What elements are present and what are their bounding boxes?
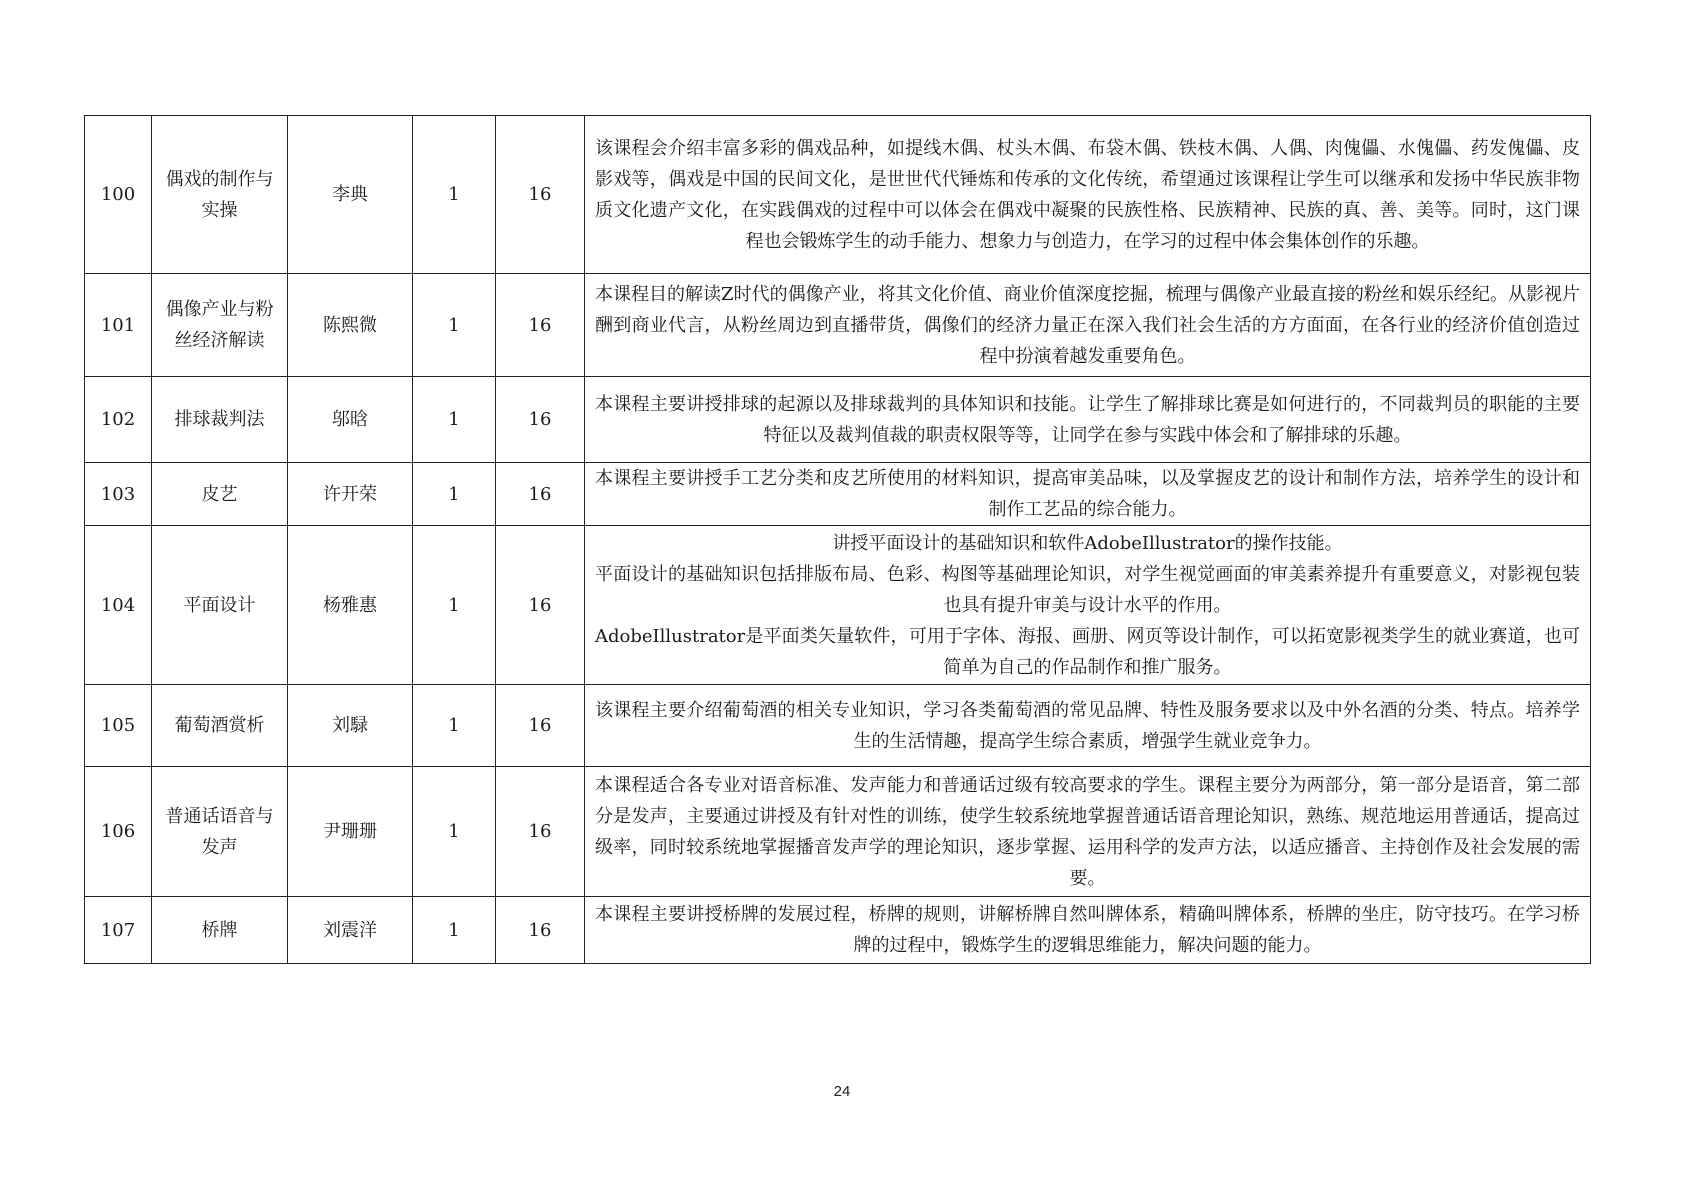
course-description-cell bbox=[585, 377, 1591, 463]
table-row bbox=[85, 377, 1591, 463]
teacher-cell: 刘震洋 bbox=[288, 897, 413, 964]
course-description-cell bbox=[585, 463, 1591, 526]
course-description-cell bbox=[585, 274, 1591, 377]
table-row bbox=[85, 526, 1591, 685]
hours-cell: 16 bbox=[496, 897, 585, 964]
course-table-body bbox=[85, 116, 1591, 964]
description-paragraph: 本课程主要讲授手工艺分类和皮艺所使用的材料知识，提高审美品味，以及掌握皮艺的设计和制作方法，培养学生的设计和制作工艺品的综合能力。 bbox=[595, 468, 1580, 520]
course-number-cell: 101 bbox=[85, 274, 152, 377]
hours-cell: 16 bbox=[496, 274, 585, 377]
description-paragraph: 讲授平面设计的基础知识和软件AdobeIllustrator的操作技能。 bbox=[832, 532, 1343, 554]
course-name-cell: 排球裁判法 bbox=[152, 377, 288, 463]
credit-cell: 1 bbox=[413, 116, 496, 274]
course-number-cell: 105 bbox=[85, 685, 152, 767]
description-paragraph: 该课程会介绍丰富多彩的偶戏品种，如提线木偶、杖头木偶、布袋木偶、铁枝木偶、人偶、肉傀儡、水傀儡、药发傀儡、皮影戏等，偶戏是中国的民间文化，是世世代代锤炼和传承的文化传统，希望通过该课程让学生可以继承和发扬中华民族非物质文化遗产文化，在实践偶戏的过程中可以体会在偶戏中凝聚的民族性格、民族精神、民族的真、善、美等。同时，这门课程也会锻炼学生的动手能力、想象力与创造力，在学习的过程中体会集体创作的乐趣。 bbox=[595, 137, 1580, 252]
course-number-cell: 102 bbox=[85, 377, 152, 463]
course-name-cell: 皮艺 bbox=[152, 463, 288, 526]
course-name-cell: 普通话语音与发声 bbox=[152, 767, 288, 897]
teacher-cell: 尹珊珊 bbox=[288, 767, 413, 897]
teacher-cell: 刘騄 bbox=[288, 685, 413, 767]
credit-cell: 1 bbox=[413, 897, 496, 964]
hours-cell: 16 bbox=[496, 377, 585, 463]
course-description-cell bbox=[585, 897, 1591, 964]
credit-cell: 1 bbox=[413, 377, 496, 463]
course-description-cell bbox=[585, 116, 1591, 274]
table-row bbox=[85, 116, 1591, 274]
hours-cell: 16 bbox=[496, 767, 585, 897]
course-description-cell bbox=[585, 685, 1591, 767]
course-description-cell bbox=[585, 767, 1591, 897]
table-row bbox=[85, 685, 1591, 767]
table-row bbox=[85, 897, 1591, 964]
description-paragraph: 本课程主要讲授排球的起源以及排球裁判的具体知识和技能。让学生了解排球比赛是如何进行的，不同裁判员的职能的主要特征以及裁判值裁的职责权限等等，让同学在参与实践中体会和了解排球的乐趣。 bbox=[595, 393, 1580, 446]
course-name-cell: 桥牌 bbox=[152, 897, 288, 964]
course-description-cell bbox=[585, 526, 1591, 685]
course-table bbox=[84, 115, 1591, 964]
hours-cell: 16 bbox=[496, 463, 585, 526]
description-paragraph: 平面设计的基础知识包括排版布局、色彩、构图等基础理论知识，对学生视觉画面的审美素养提升有重要意义，对影视包装也具有提升审美与设计水平的作用。 bbox=[595, 563, 1580, 616]
description-paragraph: 本课程主要讲授桥牌的发展过程，桥牌的规则，讲解桥牌自然叫牌体系，精确叫牌体系，桥牌的坐庄，防守技巧。在学习桥牌的过程中，锻炼学生的逻辑思维能力，解决问题的能力。 bbox=[595, 904, 1580, 956]
page-number: 24 bbox=[833, 1083, 851, 1100]
table-row bbox=[85, 274, 1591, 377]
course-number-cell: 106 bbox=[85, 767, 152, 897]
description-paragraph: AdobeIllustrator是平面类矢量软件，可用于字体、海报、画册、网页等设计制作，可以拓宽影视类学生的就业赛道，也可简单为自己的作品制作和推广服务。 bbox=[595, 625, 1580, 678]
teacher-cell: 李典 bbox=[288, 116, 413, 274]
credit-cell: 1 bbox=[413, 274, 496, 377]
course-name-cell: 平面设计 bbox=[152, 526, 288, 685]
hours-cell: 16 bbox=[496, 685, 585, 767]
hours-cell: 16 bbox=[496, 526, 585, 685]
credit-cell: 1 bbox=[413, 463, 496, 526]
credit-cell: 1 bbox=[413, 767, 496, 897]
teacher-cell: 杨雅惠 bbox=[288, 526, 413, 685]
description-paragraph: 本课程目的解读Z时代的偶像产业，将其文化价值、商业价值深度挖掘，梳理与偶像产业最直接的粉丝和娱乐经纪。从影视片酬到商业代言，从粉丝周边到直播带货，偶像们的经济力量正在深入我们社会生活的方方面面，在各行业的经济价值创造过程中扮演着越发重要角色。 bbox=[595, 283, 1580, 367]
description-paragraph: 本课程适合各专业对语音标准、发声能力和普通话过级有较高要求的学生。课程主要分为两部分，第一部分是语音，第二部分是发声，主要通过讲授及有针对性的训练，使学生较系统地掌握普通话语音理论知识，熟练、规范地运用普通话，提高过级率，同时较系统地掌握播音发声学的理论知识，逐步掌握、运用科学的发声方法，以适应播音、主持创作及社会发展的需要。 bbox=[595, 774, 1580, 889]
hours-cell: 16 bbox=[496, 116, 585, 274]
course-number-cell: 104 bbox=[85, 526, 152, 685]
teacher-cell: 陈熙微 bbox=[288, 274, 413, 377]
course-number-cell: 107 bbox=[85, 897, 152, 964]
description-paragraph: 该课程主要介绍葡萄酒的相关专业知识，学习各类葡萄酒的常见品牌、特性及服务要求以及中外名酒的分类、特点。培养学生的生活情趣，提高学生综合素质，增强学生就业竞争力。 bbox=[595, 699, 1580, 752]
table-row bbox=[85, 767, 1591, 897]
course-name-cell: 偶像产业与粉丝经济解读 bbox=[152, 274, 288, 377]
credit-cell: 1 bbox=[413, 526, 496, 685]
table-row bbox=[85, 463, 1591, 526]
course-name-cell: 偶戏的制作与实操 bbox=[152, 116, 288, 274]
course-name-cell: 葡萄酒赏析 bbox=[152, 685, 288, 767]
credit-cell: 1 bbox=[413, 685, 496, 767]
course-number-cell: 103 bbox=[85, 463, 152, 526]
course-number-cell: 100 bbox=[85, 116, 152, 274]
teacher-cell: 邬晗 bbox=[288, 377, 413, 463]
teacher-cell: 许开荣 bbox=[288, 463, 413, 526]
